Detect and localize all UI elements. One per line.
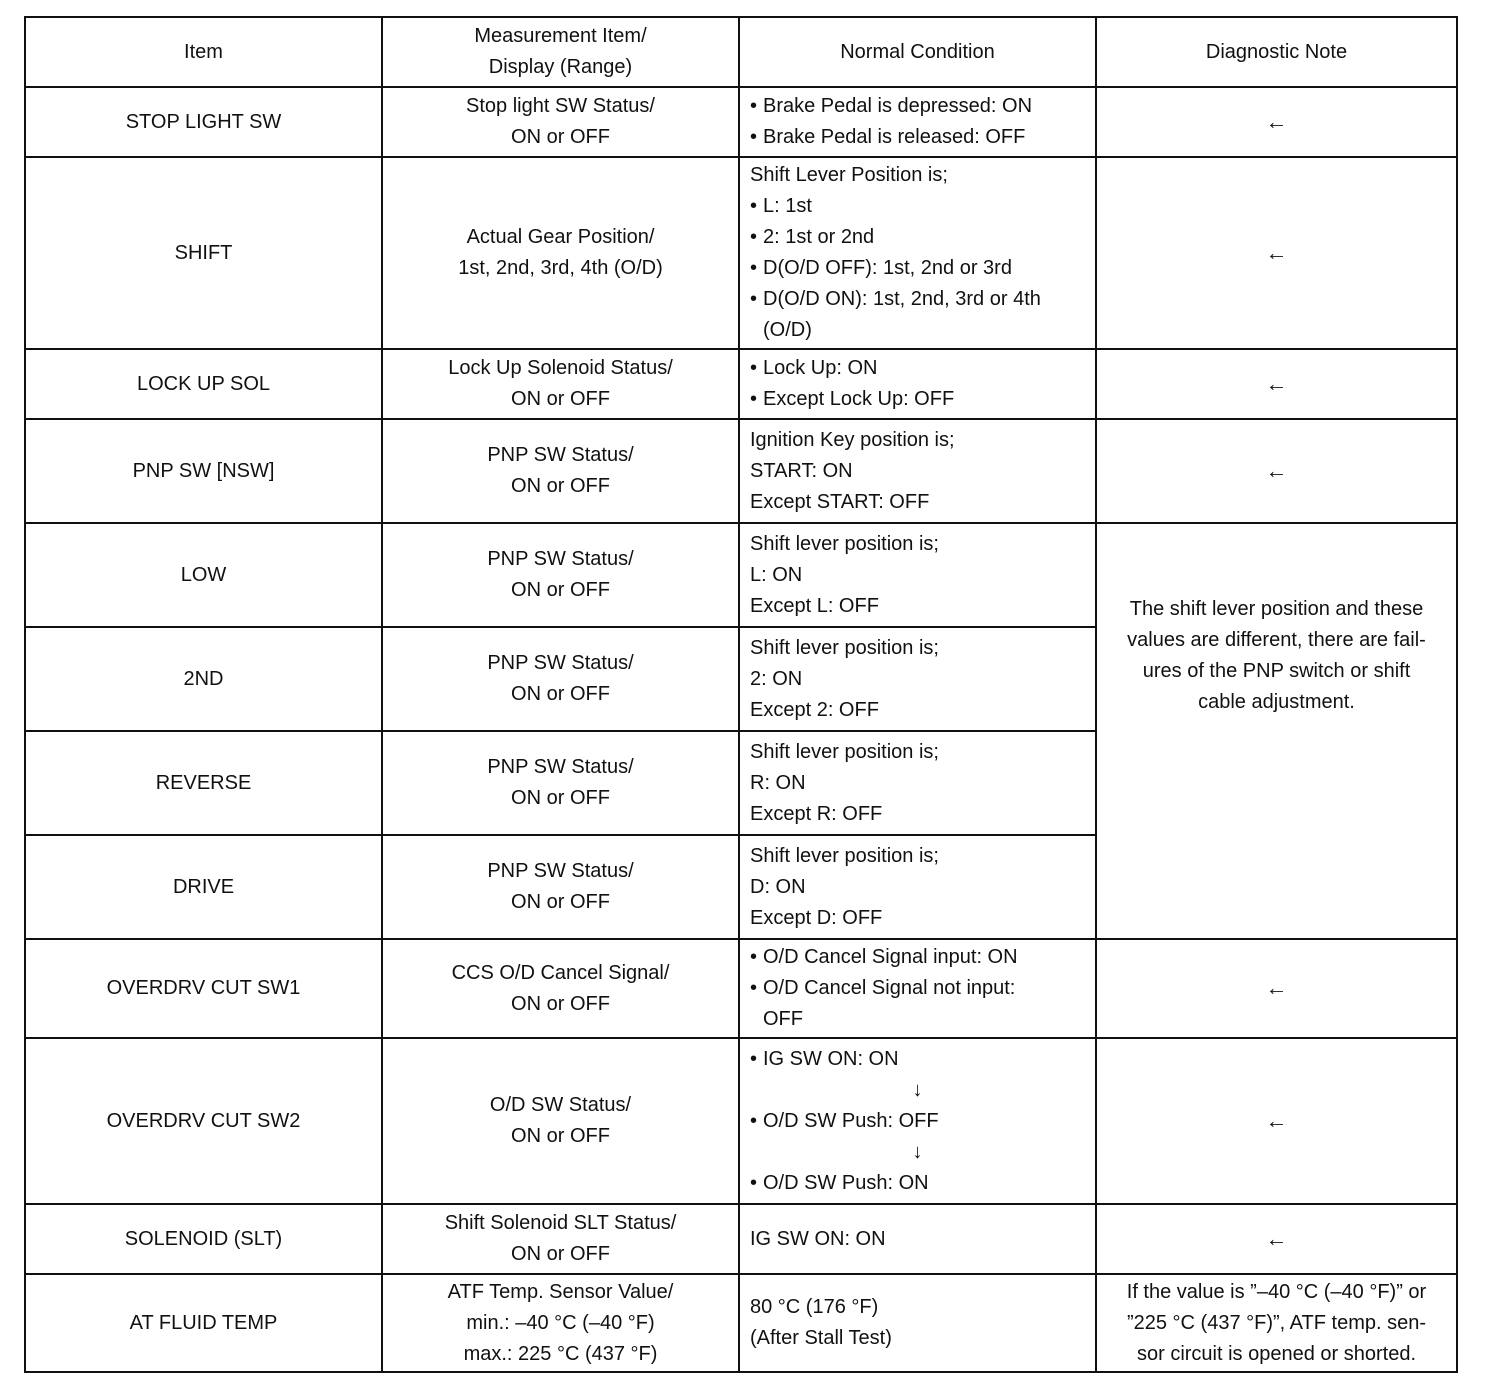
item-cell: LOW	[25, 523, 382, 627]
condition-bullet: • 2: 1st or 2nd	[750, 222, 1085, 253]
measurement-cell	[382, 419, 739, 523]
normal-condition-cell	[739, 523, 1096, 627]
measurement-cell	[382, 1038, 739, 1204]
condition-line: (After Stall Test)	[750, 1327, 892, 1349]
diagnostic-note-cell	[1096, 157, 1457, 349]
normal-condition-cell	[739, 157, 1096, 349]
measurement-line: O/D SW Status/	[489, 1094, 632, 1116]
measurement-line: ON or OFF	[511, 388, 610, 410]
measurement-line: PNP SW Status/	[487, 860, 634, 882]
normal-condition-cell	[739, 627, 1096, 731]
condition-line: START: ON	[750, 459, 853, 482]
measurement-line: CCS O/D Cancel Signal/	[451, 961, 670, 984]
condition-bullet: • Lock Up: ON	[750, 353, 1085, 384]
measurement-cell	[382, 87, 739, 157]
condition-bullet: • Brake Pedal is depressed: ON	[750, 91, 1085, 122]
condition-bullet: • O/D Cancel Signal input: ON	[750, 942, 1085, 973]
measurement-line: max.: 225 °C (437 °F)	[463, 1342, 658, 1365]
measurement-line: 1st, 2nd, 3rd, 4th (O/D)	[458, 257, 663, 279]
condition-bullet: • Brake Pedal is released: OFF	[750, 122, 1085, 153]
left-arrow-icon: ←	[1265, 370, 1288, 396]
measurement-cell	[382, 939, 739, 1038]
normal-condition-cell	[739, 939, 1096, 1038]
left-arrow-icon: ←	[1265, 239, 1288, 265]
diagnostic-note-cell	[1096, 1204, 1457, 1274]
condition-line: Shift lever position is;	[750, 532, 939, 555]
note-line: cable adjustment.	[1198, 691, 1355, 713]
note-line: sor circuit is opened or shorted.	[1136, 1342, 1417, 1365]
normal-condition-cell	[739, 349, 1096, 419]
header-measurement	[382, 17, 739, 87]
normal-condition-cell	[739, 419, 1096, 523]
normal-condition-cell	[739, 1038, 1096, 1204]
measurement-cell	[382, 1274, 739, 1372]
item-cell: SHIFT	[25, 157, 382, 349]
measurement-line: Actual Gear Position/	[466, 226, 655, 248]
condition-line: Except START: OFF	[750, 490, 930, 513]
measurement-line: ON or OFF	[511, 891, 610, 913]
note-line: The shift lever position and these	[1129, 598, 1424, 620]
table-row	[25, 419, 1457, 523]
item-cell: DRIVE	[25, 835, 382, 939]
condition-line: Except L: OFF	[750, 594, 879, 617]
header-item: Item	[25, 17, 382, 87]
measurement-line: min.: –40 °C (–40 °F)	[466, 1311, 655, 1334]
header-measurement-line1: Measurement Item/	[474, 25, 647, 47]
condition-bullet: • O/D Cancel Signal not input: OFF	[750, 973, 1085, 1035]
condition-bullet: • O/D SW Push: ON	[750, 1168, 1085, 1199]
table-row	[25, 1038, 1457, 1204]
condition-line: 80 °C (176 °F)	[750, 1296, 879, 1318]
measurement-cell	[382, 349, 739, 419]
left-arrow-icon: ←	[1265, 108, 1288, 134]
condition-line: R: ON	[750, 771, 806, 794]
measurement-line: Shift Solenoid SLT Status/	[444, 1212, 677, 1234]
item-cell: REVERSE	[25, 731, 382, 835]
note-line: ”225 °C (437 °F)”, ATF temp. sen-	[1126, 1311, 1427, 1334]
measurement-line: ON or OFF	[511, 579, 610, 601]
measurement-line: ON or OFF	[511, 126, 610, 148]
condition-line: 2: ON	[750, 667, 803, 690]
pnp-group-note-cell	[1096, 523, 1457, 939]
condition-bullet: • D(O/D OFF): 1st, 2nd or 3rd	[750, 253, 1085, 284]
normal-condition-cell	[739, 1204, 1096, 1274]
condition-bullet: • D(O/D ON): 1st, 2nd, 3rd or 4th (O/D)	[750, 284, 1085, 346]
measurement-line: PNP SW Status/	[487, 444, 634, 466]
header-measurement-line2: Display (Range)	[488, 56, 633, 78]
normal-condition-cell	[739, 731, 1096, 835]
measurement-cell	[382, 731, 739, 835]
left-arrow-icon: ←	[1265, 975, 1288, 1000]
condition-line: D: ON	[750, 875, 806, 898]
condition-line: Except D: OFF	[750, 906, 883, 929]
diagnostic-note-cell	[1096, 939, 1457, 1038]
item-cell: OVERDRV CUT SW2	[25, 1038, 382, 1204]
down-arrow-icon: ↓	[912, 1078, 923, 1101]
table-row	[25, 523, 1457, 627]
measurement-line: ON or OFF	[511, 992, 610, 1015]
measurement-cell	[382, 1204, 739, 1274]
normal-condition-cell	[739, 87, 1096, 157]
header-normal-condition: Normal Condition	[739, 17, 1096, 87]
condition-line: IG SW ON: ON	[750, 1227, 886, 1250]
condition-line: Shift lever position is;	[750, 636, 939, 659]
item-cell: STOP LIGHT SW	[25, 87, 382, 157]
condition-heading: Shift Lever Position is;	[750, 164, 948, 186]
diagnostic-note-cell	[1096, 87, 1457, 157]
table-row	[25, 939, 1457, 1038]
diagnostic-note-cell	[1096, 419, 1457, 523]
table-row	[25, 1274, 1457, 1372]
measurement-line: PNP SW Status/	[487, 548, 634, 570]
note-line: values are different, there are fail-	[1127, 629, 1426, 651]
condition-line: L: ON	[750, 563, 803, 586]
measurement-line: ON or OFF	[511, 1243, 610, 1265]
condition-line: Shift lever position is;	[750, 844, 939, 867]
diagnostic-data-table	[24, 16, 1458, 1373]
left-arrow-icon: ←	[1265, 1225, 1288, 1251]
table-row	[25, 1204, 1457, 1274]
measurement-cell	[382, 157, 739, 349]
table-row	[25, 87, 1457, 157]
condition-bullet: • Except Lock Up: OFF	[750, 384, 1085, 415]
measurement-line: ATF Temp. Sensor Value/	[447, 1280, 674, 1303]
note-spacer	[1107, 718, 1446, 868]
measurement-line: Lock Up Solenoid Status/	[448, 357, 673, 379]
item-cell: SOLENOID (SLT)	[25, 1204, 382, 1274]
measurement-cell	[382, 627, 739, 731]
header-diagnostic-note: Diagnostic Note	[1096, 17, 1457, 87]
item-cell: LOCK UP SOL	[25, 349, 382, 419]
item-cell: 2ND	[25, 627, 382, 731]
table-row	[25, 349, 1457, 419]
measurement-line: PNP SW Status/	[487, 652, 634, 674]
measurement-cell	[382, 835, 739, 939]
condition-bullet: • L: 1st	[750, 191, 1085, 222]
note-line: ures of the PNP switch or shift	[1142, 660, 1411, 682]
condition-line: Shift lever position is;	[750, 740, 939, 763]
diagnostic-note-cell	[1096, 1038, 1457, 1204]
down-arrow-icon: ↓	[912, 1140, 923, 1163]
measurement-line: PNP SW Status/	[487, 756, 634, 778]
normal-condition-cell	[739, 1274, 1096, 1372]
diagnostic-note-cell	[1096, 1274, 1457, 1372]
header-row	[25, 17, 1457, 87]
condition-line: Except 2: OFF	[750, 698, 879, 721]
item-cell: AT FLUID TEMP	[25, 1274, 382, 1372]
table-row	[25, 157, 1457, 349]
item-cell: PNP SW [NSW]	[25, 419, 382, 523]
left-arrow-icon: ←	[1265, 457, 1288, 483]
measurement-line: ON or OFF	[511, 1125, 610, 1147]
condition-line: Except R: OFF	[750, 802, 883, 825]
left-arrow-icon: ←	[1265, 1107, 1288, 1133]
normal-condition-cell	[739, 835, 1096, 939]
measurement-line: ON or OFF	[511, 475, 610, 497]
note-line: If the value is ”–40 °C (–40 °F)” or	[1126, 1280, 1427, 1303]
condition-line: Ignition Key position is;	[750, 428, 955, 451]
measurement-cell	[382, 523, 739, 627]
condition-bullet: • O/D SW Push: OFF	[750, 1106, 1085, 1137]
diagnostic-note-cell	[1096, 349, 1457, 419]
condition-bullet: • IG SW ON: ON	[750, 1044, 1085, 1075]
measurement-line: Stop light SW Status/	[466, 95, 655, 117]
item-cell: OVERDRV CUT SW1	[25, 939, 382, 1038]
measurement-line: ON or OFF	[511, 787, 610, 809]
measurement-line: ON or OFF	[511, 683, 610, 705]
